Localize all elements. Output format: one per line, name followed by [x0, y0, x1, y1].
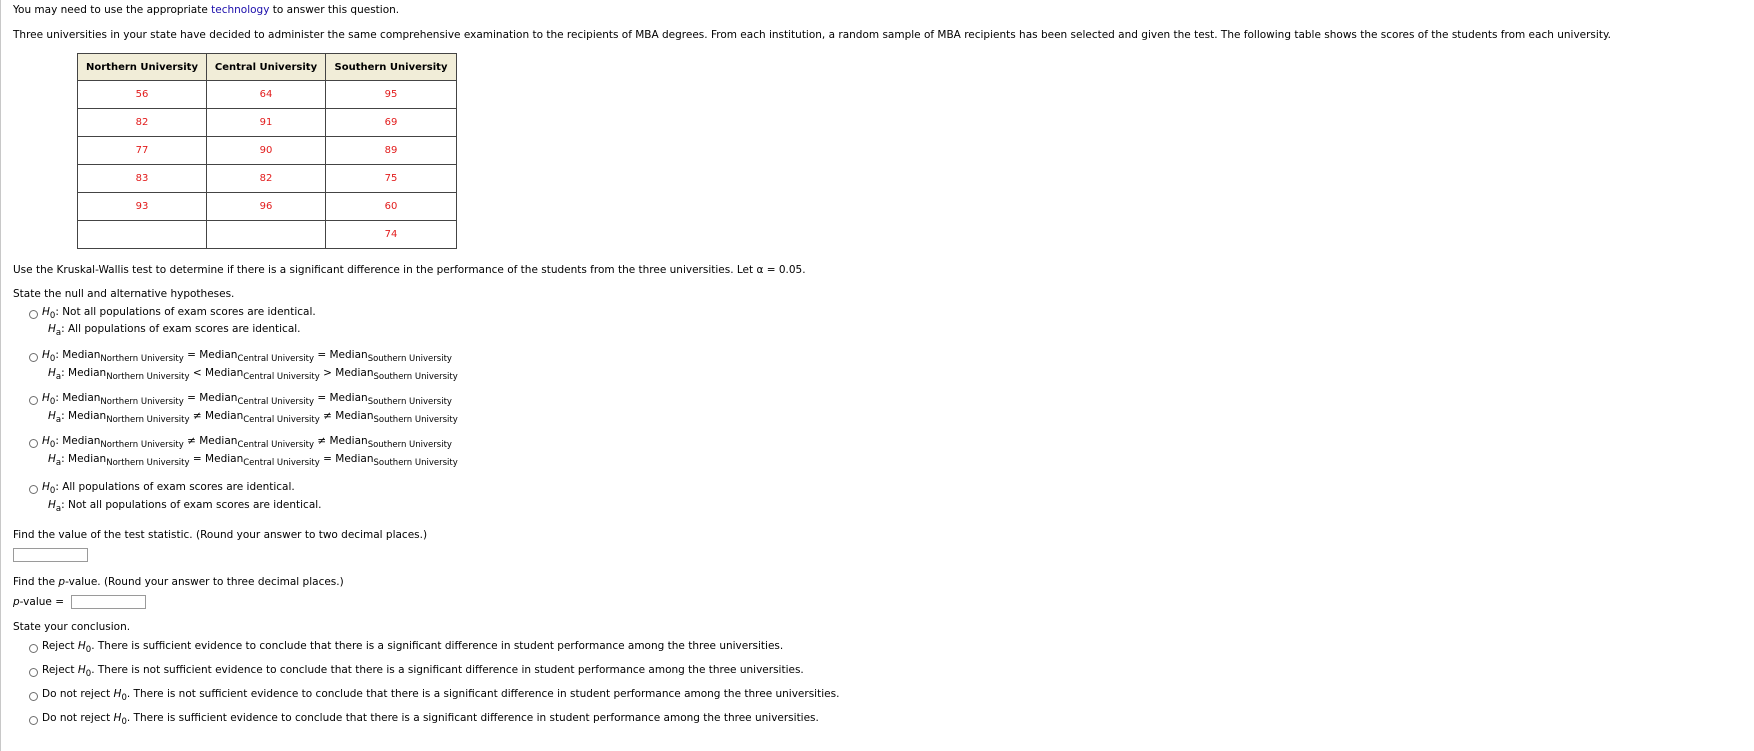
hypothesis-radio-4[interactable]: [29, 439, 38, 448]
table-cell: 90: [207, 137, 326, 165]
hypothesis-1-ha: $H_a$: All populations of exam scores are identical.: [48, 323, 301, 338]
hypothesis-4-h0: $H_0$: Median$_{Northern University}$ ≠ Median$_{Central University}$ ≠ Median$_{Southern University}$: [42, 435, 452, 450]
table-cell: 93: [78, 193, 207, 221]
p-value-prompt: Find the p-value. (Round your answer to three decimal places.): [13, 576, 344, 588]
p-value-label: p-value =: [13, 596, 64, 608]
conclusion-radio-4[interactable]: [29, 716, 38, 725]
table-row: [78, 81, 457, 109]
table-cell: 64: [207, 81, 326, 109]
table-cell: 69: [326, 109, 457, 137]
hypothesis-4-ha: $H_a$: Median$_{Northern University}$ = Median$_{Central University}$ = Median$_{Southern University}$: [48, 453, 458, 468]
header-northern: Northern University: [78, 54, 207, 81]
table-cell: 77: [78, 137, 207, 165]
table-row: [78, 109, 457, 137]
hypothesis-radio-3[interactable]: [29, 396, 38, 405]
table-header-row: [78, 54, 457, 81]
hypothesis-5-h0: $H_0$: All populations of exam scores are identical.: [42, 481, 295, 496]
hypothesis-3-h0: $H_0$: Median$_{Northern University}$ = Median$_{Central University}$ = Median$_{Southern University}$: [42, 392, 452, 407]
intro-suffix: to answer this question.: [269, 4, 400, 16]
intro-text: [13, 4, 399, 16]
hypothesis-1-h0: $H_0$: Not all populations of exam scores are identical.: [42, 306, 316, 321]
table-cell: 95: [326, 81, 457, 109]
conclusion-prompt: State your conclusion.: [13, 621, 131, 633]
conclusion-2-text: Reject $H_0$. There is not sufficient evidence to conclude that there is a significant difference in student performance among the three universities.: [42, 664, 804, 679]
kruskal-wallis-prompt: Use the Kruskal-Wallis test to determine if there is a significant difference in the performance of the students from the three universities. Let α = 0.05.: [13, 264, 806, 276]
table-row: [78, 165, 457, 193]
conclusion-1-text: Reject $H_0$. There is sufficient evidence to conclude that there is a significant difference in student performance among the three universities.: [42, 640, 784, 655]
table-cell: 74: [326, 221, 457, 249]
conclusion-radio-2[interactable]: [29, 668, 38, 677]
intro-prefix: You may need to use the appropriate: [13, 4, 212, 16]
table-cell: [207, 221, 326, 249]
hypothesis-5-ha: $H_a$: Not all populations of exam scores are identical.: [48, 499, 322, 514]
table-cell: 96: [207, 193, 326, 221]
test-statistic-prompt: Find the value of the test statistic. (Round your answer to two decimal places.): [13, 529, 428, 541]
hypotheses-prompt: State the null and alternative hypotheses.: [13, 288, 235, 300]
conclusion-4-text: Do not reject $H_0$. There is sufficient evidence to conclude that there is a significant difference in student performance among the three universities.: [42, 712, 819, 727]
test-statistic-input[interactable]: [13, 548, 88, 562]
hypothesis-2-ha: $H_a$: Median$_{Northern University}$ < Median$_{Central University}$ > Median$_{Southern University}$: [48, 367, 458, 382]
hypothesis-3-ha: $H_a$: Median$_{Northern University}$ ≠ Median$_{Central University}$ ≠ Median$_{Southern University}$: [48, 410, 458, 425]
table-cell: 91: [207, 109, 326, 137]
table-cell: 56: [78, 81, 207, 109]
hypothesis-radio-5[interactable]: [29, 485, 38, 494]
hypothesis-2-h0: $H_0$: Median$_{Northern University}$ = Median$_{Central University}$ = Median$_{Southern University}$: [42, 349, 452, 364]
table-row: [78, 137, 457, 165]
p-value-input[interactable]: [71, 595, 146, 609]
hypothesis-radio-2[interactable]: [29, 353, 38, 362]
table-cell: 82: [207, 165, 326, 193]
table-cell: 89: [326, 137, 457, 165]
table-row: [78, 193, 457, 221]
table-cell: 82: [78, 109, 207, 137]
header-southern: Southern University: [326, 54, 457, 81]
table-row: [78, 221, 457, 249]
table-cell: 75: [326, 165, 457, 193]
conclusion-3-text: Do not reject $H_0$. There is not sufficient evidence to conclude that there is a significant difference in student performance among the three universities.: [42, 688, 840, 703]
conclusion-radio-1[interactable]: [29, 644, 38, 653]
table-cell: [78, 221, 207, 249]
header-central: Central University: [207, 54, 326, 81]
technology-link[interactable]: technology: [211, 4, 270, 16]
table-cell: 60: [326, 193, 457, 221]
scores-table: [77, 53, 457, 249]
table-cell: 83: [78, 165, 207, 193]
hypothesis-radio-1[interactable]: [29, 310, 38, 319]
conclusion-radio-3[interactable]: [29, 692, 38, 701]
problem-text: Three universities in your state have decided to administer the same comprehensive examination to the recipients of MBA degrees. From each institution, a random sample of MBA recipients has been selected and given the test. The following table shows the scores of the students from each university.: [13, 29, 1611, 41]
